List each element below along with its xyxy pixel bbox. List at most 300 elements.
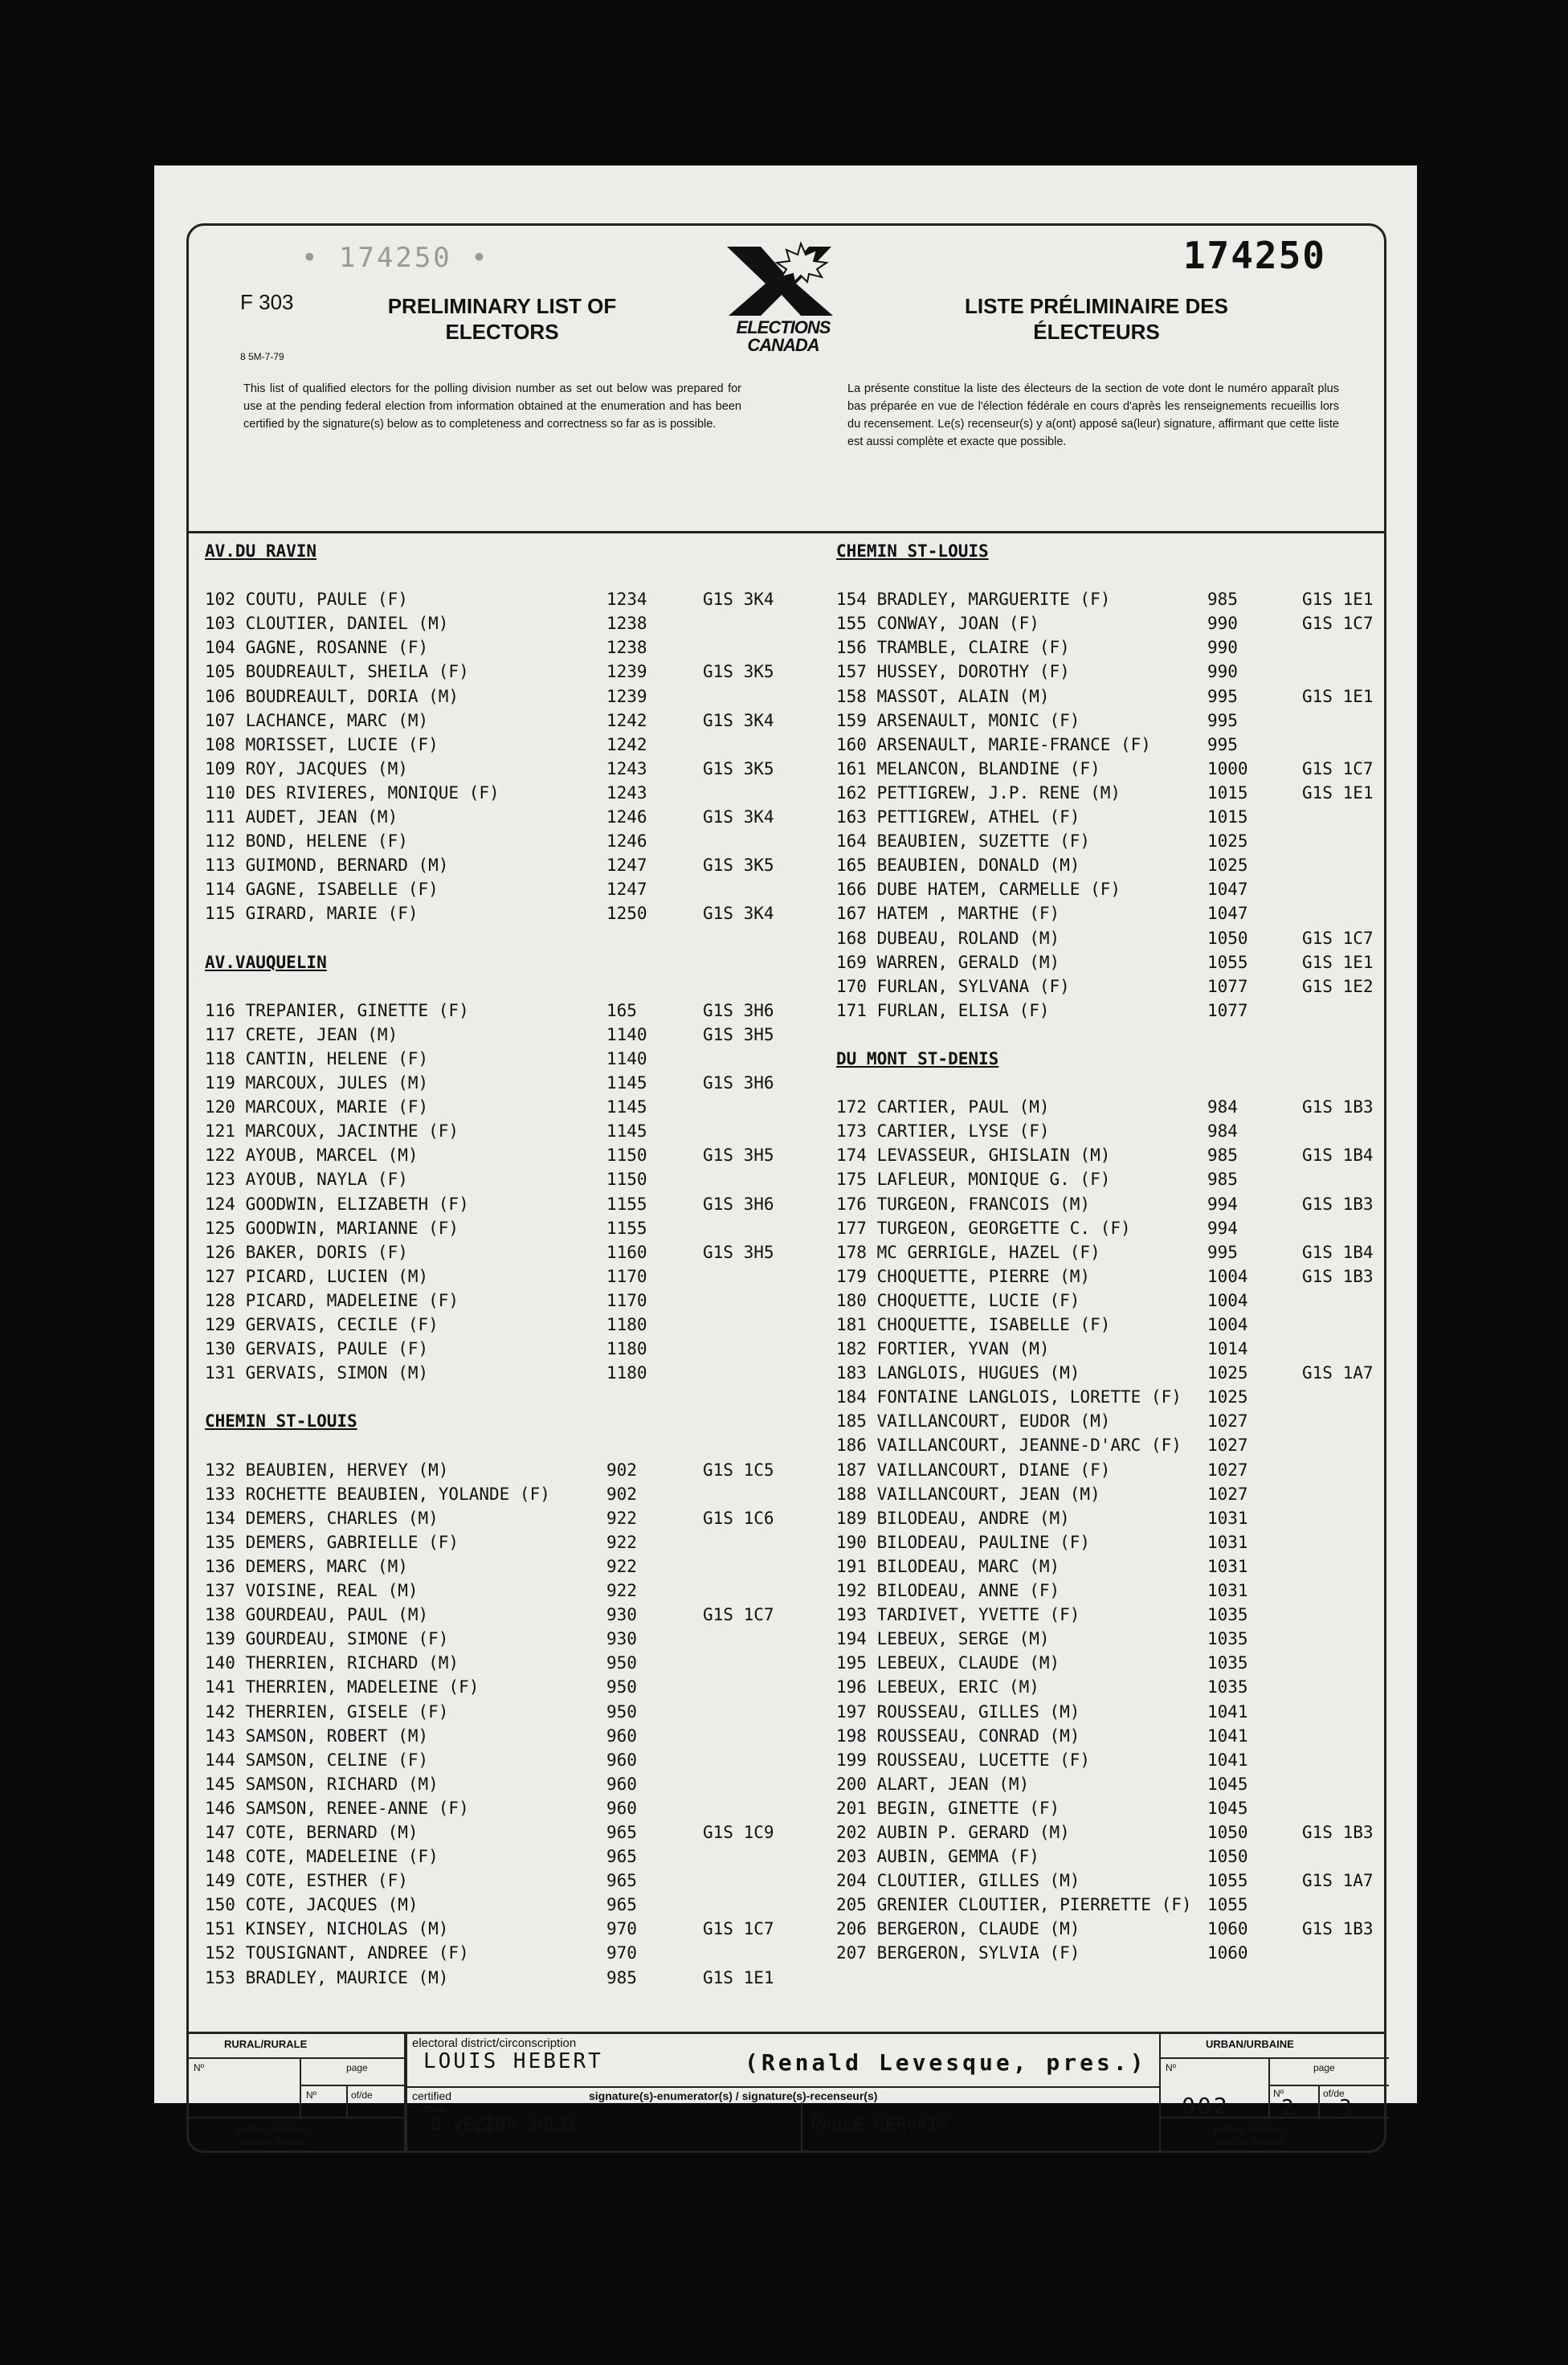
elector-address: 1027 xyxy=(1207,1436,1248,1456)
elector-address: 965 xyxy=(606,1847,637,1867)
elector-name: 123 AYOUB, NAYLA (F) xyxy=(205,1170,408,1190)
elector-address: 1242 xyxy=(606,734,647,754)
elector-row xyxy=(205,684,799,709)
elector-row xyxy=(836,1700,1382,1724)
elector-address: 1238 xyxy=(606,614,647,634)
elector-postal-code: G1S 1E2 xyxy=(1302,976,1374,996)
elector-row xyxy=(836,635,1382,660)
elector-name: 154 BRADLEY, MARGUERITE (F) xyxy=(836,590,1111,610)
elector-address: 930 xyxy=(606,1629,637,1649)
elector-address: 922 xyxy=(606,1556,637,1576)
elector-address: 1031 xyxy=(1207,1581,1248,1601)
elector-name: 172 CARTIER, PAUL (M) xyxy=(836,1097,1050,1117)
elector-row xyxy=(205,1361,799,1385)
elector-name: 104 GAGNE, ROSANNE (F) xyxy=(205,638,429,658)
spacer xyxy=(836,563,1382,587)
spacer xyxy=(836,1071,1382,1095)
elector-address: 965 xyxy=(606,1871,637,1891)
elector-address: 1000 xyxy=(1207,758,1248,778)
elector-address: 985 xyxy=(606,1967,637,1987)
elector-name: 156 TRAMBLE, CLAIRE (F) xyxy=(836,638,1070,658)
elector-address: 1047 xyxy=(1207,880,1248,900)
elector-name: 188 VAILLANCOURT, JEAN (M) xyxy=(836,1484,1100,1504)
elector-name: 102 COUTU, PAULE (F) xyxy=(205,590,408,610)
elector-address: 990 xyxy=(1207,662,1238,682)
elector-address: 1055 xyxy=(1207,952,1248,972)
elector-row xyxy=(205,1603,799,1627)
elector-name: 137 VOISINE, REAL (M) xyxy=(205,1581,419,1601)
elector-row xyxy=(205,1651,799,1675)
elector-address: 1145 xyxy=(606,1121,647,1142)
elector-row xyxy=(205,1337,799,1361)
elector-postal-code: G1S 3H5 xyxy=(703,1242,774,1262)
elector-address: 1041 xyxy=(1207,1750,1248,1770)
elector-row xyxy=(836,950,1382,974)
elector-name: 191 BILODEAU, MARC (M) xyxy=(836,1556,1060,1576)
elector-address: 1031 xyxy=(1207,1508,1248,1528)
elector-address: 990 xyxy=(1207,614,1238,634)
elector-row xyxy=(836,1482,1382,1506)
elector-name: 153 BRADLEY, MAURICE (M) xyxy=(205,1967,449,1987)
elector-row xyxy=(836,1651,1382,1675)
elector-row xyxy=(836,999,1382,1023)
elector-address: 950 xyxy=(606,1653,637,1673)
elector-name: 163 PETTIGREW, ATHEL (F) xyxy=(836,807,1080,827)
header-divider xyxy=(189,531,1384,533)
elector-row xyxy=(836,1289,1382,1313)
elector-row xyxy=(205,1458,799,1482)
elector-name: 169 WARREN, GERALD (M) xyxy=(836,952,1060,972)
elector-name: 145 SAMSON, RICHARD (M) xyxy=(205,1774,439,1794)
elector-row xyxy=(836,974,1382,999)
elector-row xyxy=(836,1869,1382,1893)
elector-address: 990 xyxy=(1207,638,1238,658)
elector-address: 965 xyxy=(606,1895,637,1915)
elector-name: 178 MC GERRIGLE, HAZEL (F) xyxy=(836,1242,1100,1262)
elector-row xyxy=(836,1409,1382,1433)
urban-block xyxy=(1161,2032,1389,2152)
elector-name: 134 DEMERS, CHARLES (M) xyxy=(205,1508,439,1528)
elector-row xyxy=(205,1748,799,1772)
elector-row xyxy=(836,1530,1382,1554)
elector-row xyxy=(836,1385,1382,1409)
elector-address: 1055 xyxy=(1207,1871,1248,1891)
elector-row xyxy=(205,901,799,925)
elector-row xyxy=(836,757,1382,781)
elector-address: 1025 xyxy=(1207,831,1248,852)
elector-name: 128 PICARD, MADELEINE (F) xyxy=(205,1290,459,1310)
title-fr-line1: LISTE PRÉLIMINAIRE DES xyxy=(965,294,1228,318)
elector-address: 1027 xyxy=(1207,1460,1248,1480)
elector-row xyxy=(205,1941,799,1965)
district-note: (Renald Levesque, pres.) xyxy=(745,2049,1147,2076)
elector-address: 1246 xyxy=(606,807,647,827)
elector-name: 166 DUBE HATEM, CARMELLE (F) xyxy=(836,880,1121,900)
elector-name: 180 CHOQUETTE, LUCIE (F) xyxy=(836,1290,1080,1310)
elector-address: 1025 xyxy=(1207,1363,1248,1383)
elector-name: 136 DEMERS, MARC (M) xyxy=(205,1556,408,1576)
elector-row xyxy=(205,660,799,684)
elector-name: 168 DUBEAU, ROLAND (M) xyxy=(836,928,1060,948)
elector-address: 1239 xyxy=(606,686,647,706)
elector-row xyxy=(205,1966,799,1990)
elector-name: 135 DEMERS, GABRIELLE (F) xyxy=(205,1532,459,1552)
elector-address: 1035 xyxy=(1207,1653,1248,1673)
elector-postal-code: G1S 1A7 xyxy=(1302,1871,1374,1891)
elector-name: 116 TREPANIER, GINETTE (F) xyxy=(205,1000,469,1020)
elector-postal-code: G1S 1C7 xyxy=(703,1605,774,1625)
elector-row xyxy=(836,1433,1382,1457)
elector-row xyxy=(836,1724,1382,1748)
elector-row xyxy=(205,709,799,733)
elector-address: 985 xyxy=(1207,1146,1238,1166)
elector-name: 162 PETTIGREW, J.P. RENE (M) xyxy=(836,782,1121,803)
elector-name: 113 GUIMOND, BERNARD (M) xyxy=(205,856,449,876)
urban-polling-label2: section de vote xyxy=(1214,2136,1284,2147)
elector-row xyxy=(205,1047,799,1071)
elector-name: 115 GIRARD, MARIE (F) xyxy=(205,904,419,924)
elector-address: 965 xyxy=(606,1822,637,1842)
elector-name: 110 DES RIVIERES, MONIQUE (F) xyxy=(205,782,500,803)
page-number: 2 xyxy=(1281,2096,1294,2120)
elector-name: 199 ROUSSEAU, LUCETTE (F) xyxy=(836,1750,1091,1770)
elector-address: 1140 xyxy=(606,1048,647,1068)
elector-row xyxy=(836,926,1382,950)
spacer xyxy=(205,974,799,999)
elector-postal-code: G1S 1C7 xyxy=(1302,614,1374,634)
elector-address: 922 xyxy=(606,1508,637,1528)
elector-address: 970 xyxy=(606,1919,637,1939)
elector-address: 1145 xyxy=(606,1073,647,1093)
elector-row xyxy=(205,1869,799,1893)
elector-row xyxy=(836,660,1382,684)
elector-name: 198 ROUSSEAU, CONRAD (M) xyxy=(836,1726,1080,1746)
elector-row xyxy=(836,1627,1382,1651)
elector-row xyxy=(205,1289,799,1313)
rural-of-label: of/de xyxy=(351,2089,373,2101)
elector-address: 950 xyxy=(606,1701,637,1722)
elector-address: 1035 xyxy=(1207,1677,1248,1697)
elector-address: 1234 xyxy=(606,590,647,610)
elector-row xyxy=(205,1820,799,1844)
elector-name: 175 LAFLEUR, MONIQUE G. (F) xyxy=(836,1170,1111,1190)
elector-address: 1035 xyxy=(1207,1629,1248,1649)
elector-name: 109 ROY, JACQUES (M) xyxy=(205,758,408,778)
elector-row xyxy=(836,1796,1382,1820)
elector-name: 149 COTE, ESTHER (F) xyxy=(205,1871,408,1891)
elector-address: 960 xyxy=(606,1774,637,1794)
elector-postal-code: G1S 1B3 xyxy=(1302,1822,1374,1842)
elector-row xyxy=(836,877,1382,901)
ghost-serial: • 174250 • xyxy=(301,242,490,274)
signer-2: PAULE GERVAIS xyxy=(811,2115,949,2135)
elector-address: 1041 xyxy=(1207,1726,1248,1746)
footer xyxy=(189,2032,1384,2152)
elector-name: 114 GAGNE, ISABELLE (F) xyxy=(205,880,439,900)
elector-row xyxy=(836,1192,1382,1216)
elector-name: 117 CRETE, JEAN (M) xyxy=(205,1024,398,1044)
elector-postal-code: G1S 3K4 xyxy=(703,590,774,610)
elector-row xyxy=(836,1917,1382,1941)
intro-english: This list of qualified electors for the polling division number as set out below was prepared for use at the pending federal election from information obtained at the enumeration and has been certified by the signature(s) below as to completeness and correctness so far as is possible. xyxy=(243,382,741,431)
elector-name: 140 THERRIEN, RICHARD (M) xyxy=(205,1653,459,1673)
elector-row xyxy=(836,684,1382,709)
elector-address: 1050 xyxy=(1207,1822,1248,1842)
elector-name: 159 ARSENAULT, MONIC (F) xyxy=(836,710,1080,730)
elector-postal-code: G1S 1C7 xyxy=(1302,758,1374,778)
elector-name: 127 PICARD, LUCIEN (M) xyxy=(205,1266,429,1286)
elector-row xyxy=(205,1482,799,1506)
spacer xyxy=(205,1433,799,1457)
elector-name: 194 LEBEUX, SERGE (M) xyxy=(836,1629,1050,1649)
elector-postal-code: G1S 1E1 xyxy=(1302,590,1374,610)
title-en-line2: ELECTORS xyxy=(445,320,559,344)
certified-label1: certified xyxy=(412,2089,452,2102)
logo-mark-icon xyxy=(711,242,855,316)
elector-row xyxy=(205,1192,799,1216)
elector-address: 1150 xyxy=(606,1170,647,1190)
elector-row xyxy=(836,1554,1382,1579)
elector-address: 994 xyxy=(1207,1194,1238,1214)
elector-name: 142 THERRIEN, GISELE (F) xyxy=(205,1701,449,1722)
rural-polling-label2: section de vote xyxy=(237,2136,308,2147)
elector-row xyxy=(836,1119,1382,1143)
elector-name: 126 BAKER, DORIS (F) xyxy=(205,1242,408,1262)
elector-name: 179 CHOQUETTE, PIERRE (M) xyxy=(836,1266,1091,1286)
elector-name: 160 ARSENAULT, MARIE-FRANCE (F) xyxy=(836,734,1151,754)
elector-address: 1027 xyxy=(1207,1411,1248,1432)
elector-row xyxy=(836,781,1382,805)
elector-name: 112 BOND, HELENE (F) xyxy=(205,831,408,852)
logo-line1: ELECTIONS xyxy=(736,317,831,337)
polling-division-number: 002 xyxy=(1182,2093,1230,2119)
elector-postal-code: G1S 1E1 xyxy=(1302,952,1374,972)
title-en-line1: PRELIMINARY LIST OF xyxy=(387,294,617,318)
urban-no-label: Nº xyxy=(1166,2062,1177,2073)
elector-address: 1238 xyxy=(606,638,647,658)
elector-name: 204 CLOUTIER, GILLES (M) xyxy=(836,1871,1080,1891)
elector-name: 138 GOURDEAU, PAUL (M) xyxy=(205,1605,429,1625)
rural-no2-label: Nº xyxy=(306,2089,317,2101)
elector-postal-code: G1S 3K4 xyxy=(703,807,774,827)
elector-name: 106 BOUDREAULT, DORIA (M) xyxy=(205,686,459,706)
page-total: 3 xyxy=(1339,2096,1352,2120)
elector-name: 148 COTE, MADELEINE (F) xyxy=(205,1847,439,1867)
elector-address: 1045 xyxy=(1207,1774,1248,1794)
elector-name: 174 LEVASSEUR, GHISLAIN (M) xyxy=(836,1146,1111,1166)
elector-row xyxy=(205,1071,799,1095)
elector-name: 125 GOODWIN, MARIANNE (F) xyxy=(205,1218,459,1238)
elector-postal-code: G1S 1C5 xyxy=(703,1460,774,1480)
elector-row xyxy=(205,1095,799,1119)
elector-address: 1025 xyxy=(1207,1387,1248,1407)
elector-name: 124 GOODWIN, ELIZABETH (F) xyxy=(205,1194,469,1214)
elector-row xyxy=(205,1627,799,1651)
elector-name: 144 SAMSON, CELINE (F) xyxy=(205,1750,429,1770)
elector-name: 201 BEGIN, GINETTE (F) xyxy=(836,1798,1060,1818)
elector-row xyxy=(836,1748,1382,1772)
elector-name: 203 AUBIN, GEMMA (F) xyxy=(836,1847,1039,1867)
elector-address: 960 xyxy=(606,1798,637,1818)
signature-label: signature(s)-enumerator(s) / signature(s)-recenseur(s) xyxy=(589,2089,878,2102)
elector-name: 185 VAILLANCOURT, EUDOR (M) xyxy=(836,1411,1111,1432)
street-heading: CHEMIN ST-LOUIS xyxy=(836,541,989,561)
elector-name: 171 FURLAN, ELISA (F) xyxy=(836,1000,1050,1020)
elector-name: 139 GOURDEAU, SIMONE (F) xyxy=(205,1629,449,1649)
elector-row xyxy=(836,1337,1382,1361)
elector-row xyxy=(836,1458,1382,1482)
street-heading: CHEMIN ST-LOUIS xyxy=(205,1411,357,1432)
elector-row xyxy=(836,1216,1382,1240)
elector-row xyxy=(205,1700,799,1724)
elector-row xyxy=(205,1264,799,1289)
elector-name: 103 CLOUTIER, DANIEL (M) xyxy=(205,614,449,634)
elector-row xyxy=(836,1143,1382,1167)
elector-name: 158 MASSOT, ALAIN (M) xyxy=(836,686,1050,706)
elector-address: 1041 xyxy=(1207,1701,1248,1722)
elector-postal-code: G1S 1B4 xyxy=(1302,1242,1374,1262)
elector-address: 950 xyxy=(606,1677,637,1697)
elector-address: 1242 xyxy=(606,710,647,730)
elector-address: 1170 xyxy=(606,1266,647,1286)
rural-no-label: Nº xyxy=(194,2062,205,2073)
elector-address: 1250 xyxy=(606,904,647,924)
elector-postal-code: G1S 1A7 xyxy=(1302,1363,1374,1383)
street-heading: AV.VAUQUELIN xyxy=(205,952,327,972)
elector-address: 995 xyxy=(1207,710,1238,730)
district-value: LOUIS HEBERT xyxy=(423,2049,603,2073)
spacer xyxy=(836,1023,1382,1047)
electors-right-column xyxy=(836,539,1382,1966)
elector-row xyxy=(205,1313,799,1337)
elector-row xyxy=(836,1313,1382,1337)
elector-name: 151 KINSEY, NICHOLAS (M) xyxy=(205,1919,449,1939)
elector-row xyxy=(205,853,799,877)
elector-address: 1035 xyxy=(1207,1605,1248,1625)
elector-name: 173 CARTIER, LYSE (F) xyxy=(836,1121,1050,1142)
elector-postal-code: G1S 1B3 xyxy=(1302,1919,1374,1939)
elector-address: 1243 xyxy=(606,758,647,778)
elector-name: 177 TURGEON, GEORGETTE C. (F) xyxy=(836,1218,1131,1238)
intro-french: La présente constitue la liste des électeurs de la section de vote dont le numéro apparaît plus bas préparée en vue de l'élection fédérale en cours d'après les renseignements recueillis lors du recensement. Le(s) recenseur(s) y a(ont) apposé sa(leur) signature, affirmant que cette liste est aussi complète et exacte que possible. xyxy=(847,382,1339,448)
urban-page-label: page xyxy=(1313,2062,1335,2073)
elector-name: 119 MARCOUX, JULES (M) xyxy=(205,1073,429,1093)
title-fr-line2: ÉLECTEURS xyxy=(1033,320,1160,344)
elector-row xyxy=(836,1506,1382,1530)
elector-row xyxy=(836,1264,1382,1289)
elector-name: 118 CANTIN, HELENE (F) xyxy=(205,1048,429,1068)
elector-address: 970 xyxy=(606,1943,637,1963)
spacer xyxy=(205,563,799,587)
elector-postal-code: G1S 1C6 xyxy=(703,1508,774,1528)
elector-name: 146 SAMSON, RENEE-ANNE (F) xyxy=(205,1798,469,1818)
elector-address: 1004 xyxy=(1207,1315,1248,1334)
elector-row xyxy=(205,1167,799,1191)
elector-name: 200 ALART, JEAN (M) xyxy=(836,1774,1030,1794)
elector-address: 165 xyxy=(606,1000,637,1020)
elector-name: 155 CONWAY, JOAN (F) xyxy=(836,614,1039,634)
elector-postal-code: G1S 3K5 xyxy=(703,662,774,682)
elector-address: 1015 xyxy=(1207,807,1248,827)
elector-address: 922 xyxy=(606,1581,637,1601)
elector-address: 1004 xyxy=(1207,1290,1248,1310)
elector-name: 164 BEAUBIEN, SUZETTE (F) xyxy=(836,831,1091,852)
elector-address: 994 xyxy=(1207,1218,1238,1238)
elector-row xyxy=(205,1216,799,1240)
elector-postal-code: G1S 3K4 xyxy=(703,710,774,730)
elector-address: 985 xyxy=(1207,1170,1238,1190)
elector-name: 207 BERGERON, SYLVIA (F) xyxy=(836,1943,1080,1963)
elector-postal-code: G1S 3H5 xyxy=(703,1146,774,1166)
elector-address: 1014 xyxy=(1207,1339,1248,1359)
elector-row xyxy=(205,1506,799,1530)
elector-address: 995 xyxy=(1207,1242,1238,1262)
elector-row xyxy=(836,1361,1382,1385)
urban-of-label: of/de xyxy=(1323,2088,1345,2099)
elector-name: 181 CHOQUETTE, ISABELLE (F) xyxy=(836,1315,1111,1334)
elector-row xyxy=(205,1772,799,1796)
elector-address: 1243 xyxy=(606,782,647,803)
elector-name: 161 MELANCON, BLANDINE (F) xyxy=(836,758,1100,778)
elector-name: 167 HATEM , MARTHE (F) xyxy=(836,904,1060,924)
elector-address: 922 xyxy=(606,1532,637,1552)
elector-row xyxy=(205,805,799,829)
elector-name: 190 BILODEAU, PAULINE (F) xyxy=(836,1532,1091,1552)
elector-row xyxy=(205,1675,799,1699)
elector-row xyxy=(836,709,1382,733)
elector-row xyxy=(836,1240,1382,1264)
elector-name: 121 MARCOUX, JACINTHE (F) xyxy=(205,1121,459,1142)
elector-address: 960 xyxy=(606,1726,637,1746)
urban-polling-label1: polling division xyxy=(1214,2123,1284,2134)
elector-row xyxy=(205,1530,799,1554)
elector-name: 202 AUBIN P. GERARD (M) xyxy=(836,1822,1070,1842)
elector-row xyxy=(836,1941,1382,1965)
title-english xyxy=(341,293,663,345)
elector-row xyxy=(836,901,1382,925)
elector-row xyxy=(205,611,799,635)
elector-row xyxy=(205,1844,799,1869)
elector-name: 132 BEAUBIEN, HERVEY (M) xyxy=(205,1460,449,1480)
elector-row xyxy=(836,587,1382,611)
elector-name: 189 BILODEAU, ANDRE (M) xyxy=(836,1508,1070,1528)
elector-address: 1025 xyxy=(1207,856,1248,876)
elector-row xyxy=(205,1724,799,1748)
elector-name: 130 GERVAIS, PAULE (F) xyxy=(205,1339,429,1359)
elector-address: 1247 xyxy=(606,856,647,876)
elections-canada-logo xyxy=(703,242,864,354)
urban-label: URBAN/URBAINE xyxy=(1206,2038,1294,2050)
elector-name: 184 FONTAINE LANGLOIS, LORETTE (F) xyxy=(836,1387,1182,1407)
elector-name: 122 AYOUB, MARCEL (M) xyxy=(205,1146,419,1166)
elector-address: 1140 xyxy=(606,1024,647,1044)
elector-row xyxy=(836,1603,1382,1627)
elector-address: 1180 xyxy=(606,1363,647,1383)
elector-row xyxy=(205,1143,799,1167)
elector-address: 1047 xyxy=(1207,904,1248,924)
elector-address: 1077 xyxy=(1207,1000,1248,1020)
elector-row xyxy=(836,1167,1382,1191)
elector-postal-code: G1S 3K4 xyxy=(703,904,774,924)
elector-row xyxy=(836,829,1382,853)
elector-name: 195 LEBEUX, CLAUDE (M) xyxy=(836,1653,1060,1673)
elector-name: 192 BILODEAU, ANNE (F) xyxy=(836,1581,1060,1601)
elector-address: 1180 xyxy=(606,1339,647,1359)
elector-address: 1060 xyxy=(1207,1919,1248,1939)
elector-address: 902 xyxy=(606,1460,637,1480)
elector-name: 187 VAILLANCOURT, DIANE (F) xyxy=(836,1460,1111,1480)
elector-row xyxy=(205,1023,799,1047)
